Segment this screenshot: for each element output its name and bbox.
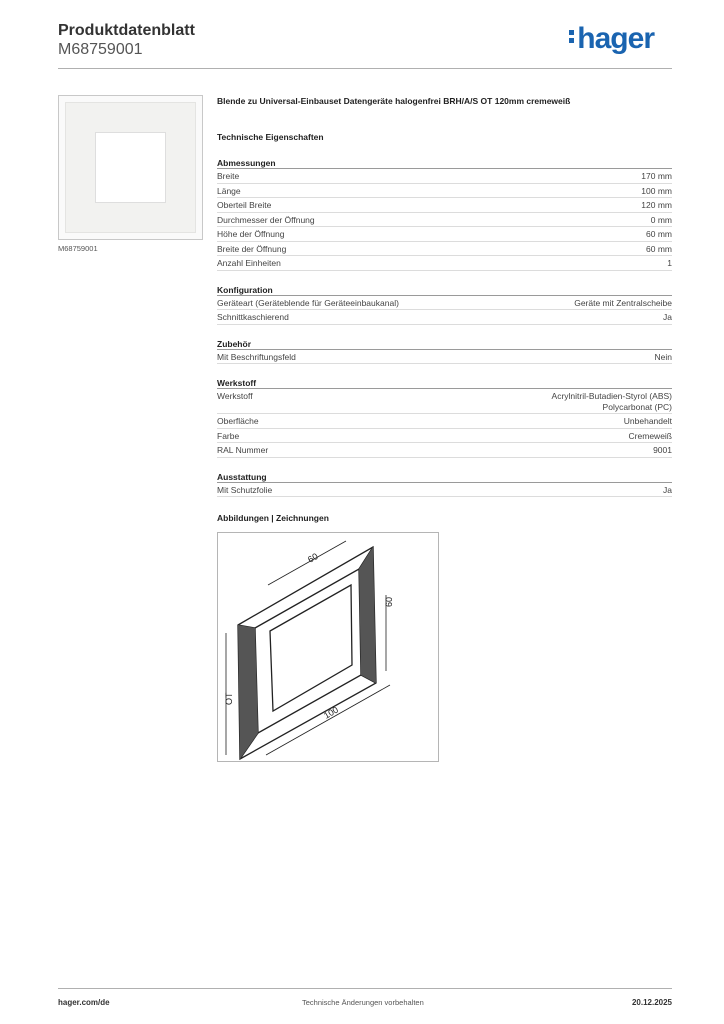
spec-row xyxy=(217,310,672,325)
spec-value: Geräte mit Zentralscheibe xyxy=(574,297,672,308)
spec-value: Ja xyxy=(663,312,672,322)
article-number: M68759001 xyxy=(58,41,143,58)
spec-label: Oberfläche xyxy=(217,416,259,426)
spec-row xyxy=(217,429,672,444)
image-caption: M68759001 xyxy=(58,244,98,253)
spec-value: 0 mm xyxy=(650,214,672,225)
spec-row xyxy=(217,213,672,228)
section-title: Ausstattung xyxy=(217,470,672,483)
drawing-svg xyxy=(218,533,438,761)
spec-row xyxy=(217,443,672,458)
spec-value: 60 mm xyxy=(646,229,672,239)
spec-label: Farbe xyxy=(217,430,240,441)
technical-drawing xyxy=(217,532,439,762)
product-image xyxy=(58,95,203,240)
spec-row xyxy=(217,483,672,498)
spec-value: 9001 xyxy=(653,445,672,455)
spec-label: Mit Beschriftungsfeld xyxy=(217,351,296,362)
spec-row xyxy=(217,169,672,184)
spec-row xyxy=(217,414,672,429)
section-werkstoff xyxy=(217,376,672,458)
spec-label: Geräteart (Geräteblende für Geräteeinbaukanal) xyxy=(217,297,399,308)
spec-row xyxy=(217,198,672,213)
section-title: Abmessungen xyxy=(217,156,672,169)
spec-value: Ja xyxy=(663,484,672,495)
figures-heading: Abbildungen | Zeichnungen xyxy=(217,513,329,523)
spec-label: Breite xyxy=(217,171,240,181)
hager-logo xyxy=(569,22,654,56)
spec-value: 60 mm xyxy=(646,243,672,254)
spec-row xyxy=(217,296,672,311)
dimension-label-right: 60 xyxy=(384,596,394,607)
plate-shading xyxy=(238,547,376,759)
spec-value: 170 mm xyxy=(641,171,672,181)
footer-website: hager.com/de xyxy=(58,998,110,1007)
spec-row xyxy=(217,256,672,271)
dimension-label-top: 60 xyxy=(306,551,320,565)
cover-plate-opening xyxy=(95,132,166,203)
spec-value: Nein xyxy=(654,351,672,362)
section-title: Werkstoff xyxy=(217,376,672,389)
section-zubehoer xyxy=(217,337,672,365)
spec-row xyxy=(217,227,672,242)
spec-label: RAL Nummer xyxy=(217,445,269,455)
spec-label: Breite der Öffnung xyxy=(217,243,287,254)
section-title: Konfiguration xyxy=(217,283,672,296)
spec-label: Anzahl Einheiten xyxy=(217,258,281,268)
spec-value: 120 mm xyxy=(641,200,672,210)
spec-row xyxy=(217,242,672,257)
footer-divider xyxy=(58,988,672,989)
spec-value-secondary: Polycarbonat (PC) xyxy=(602,401,672,412)
dimension-label-bottom: 100 xyxy=(322,704,341,721)
spec-value-multi xyxy=(552,391,672,412)
section-abmessungen xyxy=(217,156,672,271)
spec-label: Oberteil Breite xyxy=(217,200,272,210)
document-title: Produktdatenblatt xyxy=(58,22,195,39)
specifications xyxy=(217,96,672,497)
logo-dots-icon xyxy=(569,27,574,46)
spec-value: 100 mm xyxy=(641,185,672,196)
spec-label: Mit Schutzfolie xyxy=(217,484,273,495)
dimension-label-left: OT xyxy=(224,692,234,705)
section-konfiguration xyxy=(217,283,672,325)
spec-value: Unbehandelt xyxy=(623,416,672,426)
footer-date: 20.12.2025 xyxy=(631,998,672,1007)
spec-row xyxy=(217,389,672,414)
spec-row xyxy=(217,184,672,199)
plate-outline xyxy=(238,547,376,759)
spec-label: Schnittkaschierend xyxy=(217,312,289,322)
cover-plate-frame xyxy=(65,102,196,233)
spec-value: 1 xyxy=(667,258,672,268)
spec-label: Durchmesser der Öffnung xyxy=(217,214,315,225)
section-title: Zubehör xyxy=(217,337,672,350)
spec-row xyxy=(217,350,672,365)
spec-value: Acrylnitril-Butadien-Styrol (ABS) xyxy=(551,391,672,401)
page-header xyxy=(58,20,672,70)
spec-value: Cremeweiß xyxy=(628,430,672,441)
footer-notice: Technische Änderungen vorbehalten xyxy=(302,998,424,1007)
logo-text: hager xyxy=(577,22,654,55)
technical-properties-heading: Technische Eigenschaften xyxy=(217,132,324,142)
header-divider xyxy=(58,68,672,69)
spec-label: Länge xyxy=(217,185,241,196)
spec-label: Werkstoff xyxy=(217,391,253,401)
section-ausstattung xyxy=(217,470,672,498)
spec-label: Höhe der Öffnung xyxy=(217,229,285,239)
product-title: Blende zu Universal-Einbauset Datengeräte halogenfrei BRH/A/S OT 120mm cremeweiß xyxy=(217,96,571,106)
